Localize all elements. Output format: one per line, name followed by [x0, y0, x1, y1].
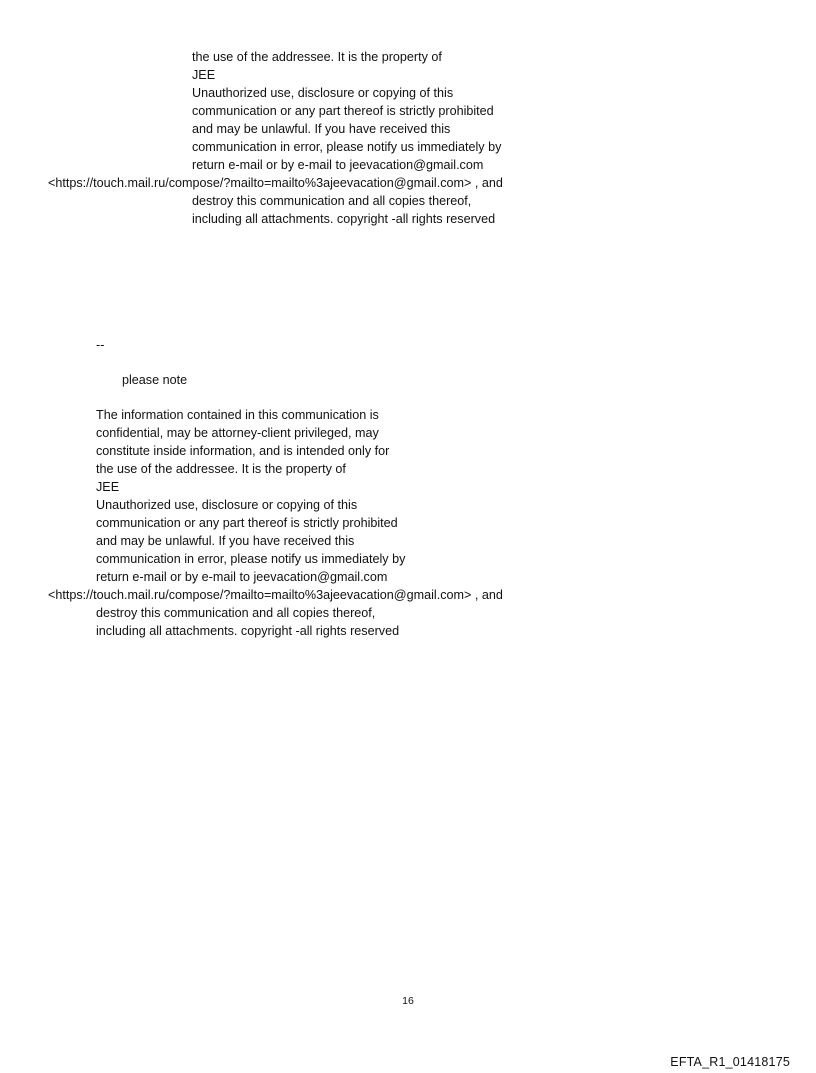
- disclaimer-2-line: The information contained in this communication is: [96, 408, 379, 422]
- disclaimer-2-line: Unauthorized use, disclosure or copying of this: [96, 498, 358, 512]
- signature-separator: --: [96, 338, 105, 352]
- disclaimer-1-line: including all attachments. copyright -all rights reserved: [192, 212, 496, 226]
- disclaimer-2-line: JEE: [96, 480, 120, 494]
- disclaimer-2-line: the use of the addressee. It is the property of: [96, 462, 346, 476]
- page-number: 16: [402, 995, 414, 1007]
- please-note-heading: please note: [122, 373, 188, 387]
- disclaimer-2-line: return e-mail or by e-mail to jeevacation@gmail.com: [96, 570, 388, 584]
- disclaimer-1-line: return e-mail or by e-mail to jeevacation@gmail.com: [192, 158, 484, 172]
- disclaimer-1-line: and may be unlawful. If you have received this: [192, 122, 451, 136]
- disclaimer-2-line: communication in error, please notify us immediately by: [96, 552, 406, 566]
- document-id: EFTA_R1_01418175: [670, 1055, 790, 1069]
- disclaimer-2-line: and may be unlawful. If you have received this: [96, 534, 355, 548]
- disclaimer-1-line: destroy this communication and all copies thereof,: [192, 194, 472, 208]
- disclaimer-1-line: JEE: [192, 68, 216, 82]
- disclaimer-1-line: Unauthorized use, disclosure or copying of this: [192, 86, 454, 100]
- disclaimer-2-line: constitute inside information, and is intended only for: [96, 444, 390, 458]
- disclaimer-1-mailto-link[interactable]: <https://touch.mail.ru/compose/?mailto=mailto%3ajeevacation@gmail.com> , and: [48, 176, 503, 190]
- disclaimer-2-mailto-link[interactable]: <https://touch.mail.ru/compose/?mailto=mailto%3ajeevacation@gmail.com> , and: [48, 588, 503, 602]
- disclaimer-2-line: destroy this communication and all copies thereof,: [96, 606, 376, 620]
- disclaimer-2-line: communication or any part thereof is strictly prohibited: [96, 516, 398, 530]
- disclaimer-1-line: the use of the addressee. It is the property of: [192, 50, 442, 64]
- disclaimer-1-line: communication or any part thereof is strictly prohibited: [192, 104, 494, 118]
- disclaimer-1-line: communication in error, please notify us immediately by: [192, 140, 502, 154]
- disclaimer-2-line: confidential, may be attorney-client privileged, may: [96, 426, 379, 440]
- disclaimer-2-line: including all attachments. copyright -all rights reserved: [96, 624, 400, 638]
